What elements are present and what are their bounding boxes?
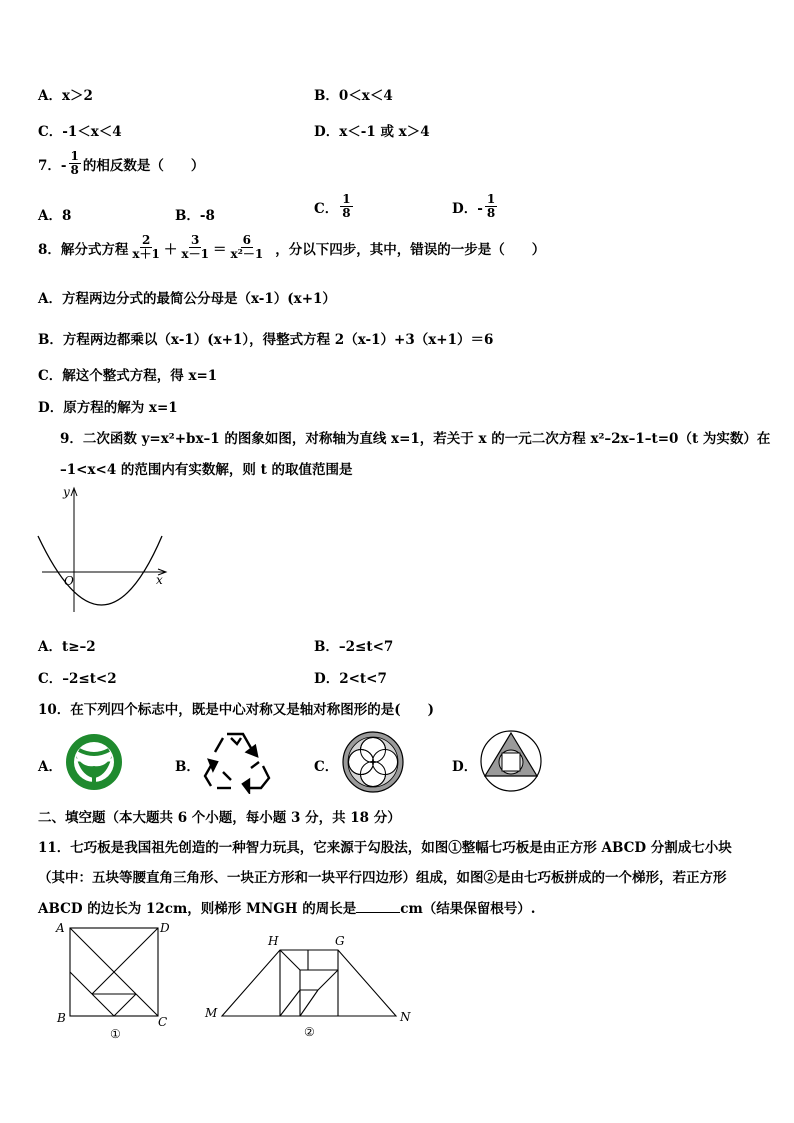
- triangle-circle-logo: [478, 728, 544, 794]
- q6-option-b: B．0＜x＜4: [314, 88, 393, 104]
- q7-stem: [38, 150, 204, 177]
- q8-f2-num: 3: [191, 233, 200, 247]
- q9-x-label: x: [156, 573, 163, 587]
- q10-stem: 10．在下列四个标志中，既是中心对称又是轴对称图形的是( ): [38, 702, 435, 718]
- q7-fraction: [69, 150, 81, 177]
- fig1-caption: ①: [110, 1027, 121, 1041]
- q9-parabola-graph: [30, 484, 175, 619]
- fig1-label-a: A: [56, 921, 65, 935]
- q10-option-c: C．: [314, 759, 339, 775]
- q9-origin-label: O: [64, 574, 74, 588]
- q10-option-a: A．: [38, 759, 62, 775]
- q6-option-c: C．-1＜x＜4: [38, 124, 122, 140]
- q9-option-c: C．–2≤t<2: [38, 671, 117, 687]
- q9-option-d: D．2<t<7: [314, 671, 387, 687]
- q9-option-a: A．t≥–2: [38, 639, 96, 655]
- q7-frac-num: 1: [70, 149, 79, 163]
- q11-answer-blank: [356, 900, 400, 913]
- q8-f1-num: 2: [141, 233, 151, 247]
- q8-equals: ＝: [212, 241, 227, 258]
- q7-option-d-fraction: [485, 193, 497, 220]
- q11-line-2: （其中：五块等腰直角三角形、一块正方形和一块平行四边形）组成，如图②是由七巧板拼成的一个梯形，若正方形: [38, 870, 727, 886]
- q9-line-2: –1<x<4 的范围内有实数解，则 t 的取值范围是: [60, 462, 353, 478]
- fig2-label-n: N: [400, 1010, 411, 1024]
- green-food-logo: [63, 732, 125, 792]
- q9-option-b: B．–2≤t<7: [314, 639, 394, 655]
- q7-option-c-num: 1: [342, 192, 351, 206]
- q8-stem: [38, 234, 545, 261]
- fig1-label-c: C: [158, 1015, 168, 1029]
- q8-fraction-3: [228, 234, 265, 261]
- trapezoid-mngh: [222, 950, 396, 1016]
- fig2-label-h: H: [268, 934, 279, 948]
- q8-fraction-1: [130, 234, 162, 261]
- q11-line-3: [38, 897, 535, 917]
- q9-line-1: 9．二次函数 y=x²+bx–1 的图象如图，对称轴为直线 x=1，若关于 x 的一元二次方程 x²–2x–1–t=0（t 为实数）在: [60, 431, 771, 447]
- tangram-trapezoid-figure: [200, 928, 420, 1046]
- q7-frac-den: 8: [70, 163, 79, 177]
- q8-plus: ＋: [163, 241, 178, 258]
- section-2-heading: 二、填空题（本大题共 6 个小题，每小题 3 分，共 18 分）: [38, 810, 401, 826]
- four-circles-logo: [340, 730, 406, 794]
- fig2-caption: ②: [304, 1025, 315, 1039]
- q7-option-c-fraction: [340, 193, 352, 220]
- q8-option-d: D．原方程的解为 x=1: [38, 400, 178, 416]
- q10-option-b: B．: [175, 759, 200, 775]
- q7-option-d-label: D．-: [452, 200, 483, 217]
- q7-option-d-den: 8: [486, 206, 496, 220]
- q7-option-d: [452, 193, 499, 220]
- q6-option-a: A．x＞2: [38, 88, 93, 104]
- q8-suffix: ，分以下四步，其中，错误的一步是（ ）: [275, 241, 546, 258]
- q8-fraction-2: [179, 234, 211, 261]
- q9-y-label: y: [63, 485, 70, 499]
- q8-f3-den: x²－1: [230, 247, 264, 261]
- q9-parabola-curve: [38, 536, 162, 605]
- fig1-label-b: B: [57, 1011, 66, 1025]
- q7-suffix: 的相反数是（ ）: [82, 157, 205, 174]
- q8-f3-num: 6: [242, 233, 251, 247]
- q11-line-1: 11．七巧板是我国祖先创造的一种智力玩具，它来源于勾股法，如图①整幅七巧板是由正方形 ABCD 分割成七小块: [38, 840, 732, 856]
- q7-option-c-label: C．: [314, 200, 339, 217]
- tangram-square-figure: [52, 918, 182, 1046]
- fig1-label-d: D: [160, 921, 170, 935]
- q7-option-c-den: 8: [342, 206, 351, 220]
- q7-option-b: B．-8: [175, 208, 215, 224]
- q7-prefix: 7．-: [38, 157, 67, 174]
- q7-option-c: [314, 193, 355, 220]
- q7-option-d-num: 1: [486, 192, 496, 206]
- q11-line-3-b: cm（结果保留根号）.: [400, 901, 536, 917]
- q6-option-d: D．x＜-1 或 x＞4: [314, 124, 430, 140]
- q8-f1-den: x＋1: [132, 247, 160, 261]
- q8-prefix: 8．解分式方程: [38, 241, 129, 258]
- q8-option-b: B．方程两边都乘以（x-1）(x+1），得整式方程 2（x-1）+3（x+1）＝6: [38, 332, 494, 348]
- q8-f2-den: x－1: [181, 247, 209, 261]
- q11-line-3-a: ABCD 的边长为 12cm，则梯形 MNGH 的周长是: [38, 901, 357, 917]
- q8-option-c: C．解这个整式方程，得 x=1: [38, 368, 218, 384]
- recycle-icon: [203, 728, 271, 794]
- q8-option-a: A．方程两边分式的最简公分母是（x-1）(x+1）: [38, 291, 336, 307]
- fig2-label-g: G: [335, 934, 345, 948]
- fig2-label-m: M: [205, 1006, 218, 1020]
- q10-option-d: D．: [452, 759, 478, 775]
- q7-option-a: A．8: [38, 208, 72, 224]
